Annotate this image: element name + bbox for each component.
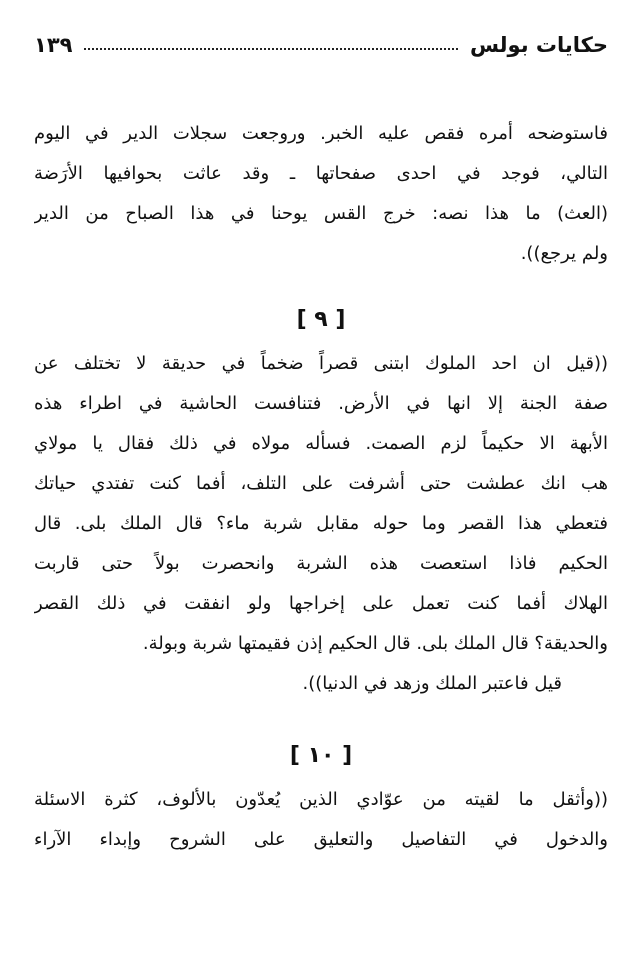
dotted-leader	[84, 48, 458, 50]
page-header	[34, 32, 608, 58]
text-line: ولم يرجع)).	[520, 243, 608, 264]
closing-line: قيل فاعتبر الملك وزهد في الدنيا)).	[302, 673, 562, 694]
text-line: ((وأثقل ما لقيته من عوّادي الذين يُعدّون بالألوف، كثرة الاسئلة	[34, 789, 608, 810]
section-9-heading: [ ٩ ]	[296, 307, 346, 332]
section-10-paragraph	[34, 780, 608, 860]
running-title: حكايات بولس	[469, 33, 608, 57]
section-10-heading: [ ١٠ ]	[289, 743, 353, 768]
text-line: ((قيل ان احد الملوك ابتنى قصراً ضخماً في حديقة لا تختلف عن	[34, 353, 608, 374]
page-body	[34, 84, 608, 860]
text-line: (العث) ما هذا نصه: خرج القس يوحنا في هذا الصباح من الدير	[34, 203, 608, 224]
page-number: ١٣٩	[34, 33, 73, 57]
text-line: والدخول في التفاصيل والتعليق على الشروح وإبداء الآراء	[34, 829, 608, 850]
text-line: التالي، فوجد في احدى صفحاتها ـ وقد عاثت بحوافيها الأرَضة	[34, 163, 608, 184]
text-line: الهلاك أفما كنت تعمل على إخراجها ولو انفقت في ذلك القصر	[34, 593, 608, 614]
text-line: فتعطي هذا القصر وما حوله مقابل شربة ماء؟ قال الملك بلى. قال	[34, 513, 608, 534]
text-line: هب انك عطشت حتى أشرفت على التلف، أفما كنت تفتدي حياتك	[34, 473, 608, 494]
text-line: الأبهة الا حكيماً لزم الصمت. فسأله مولاه في ذلك فقال يا مولاي	[34, 433, 608, 454]
section-9-paragraph	[34, 344, 608, 704]
text-line: الحكيم فاذا استعصت هذه الشربة وانحصرت بولاً حتى قاربت	[34, 553, 608, 574]
text-line: والحديقة؟ قال الملك بلى. قال الحكيم إذن فقيمتها شربة وبولة.	[142, 633, 608, 654]
intro-paragraph	[34, 114, 608, 274]
text-line: صفة الجنة إلا انها في الأرض. فتنافست الحاشية في اطراء هذه	[34, 393, 608, 414]
text-line: فاستوضحه أمره فقص عليه الخبر. وروجعت سجلات الدير في اليوم	[34, 123, 608, 144]
